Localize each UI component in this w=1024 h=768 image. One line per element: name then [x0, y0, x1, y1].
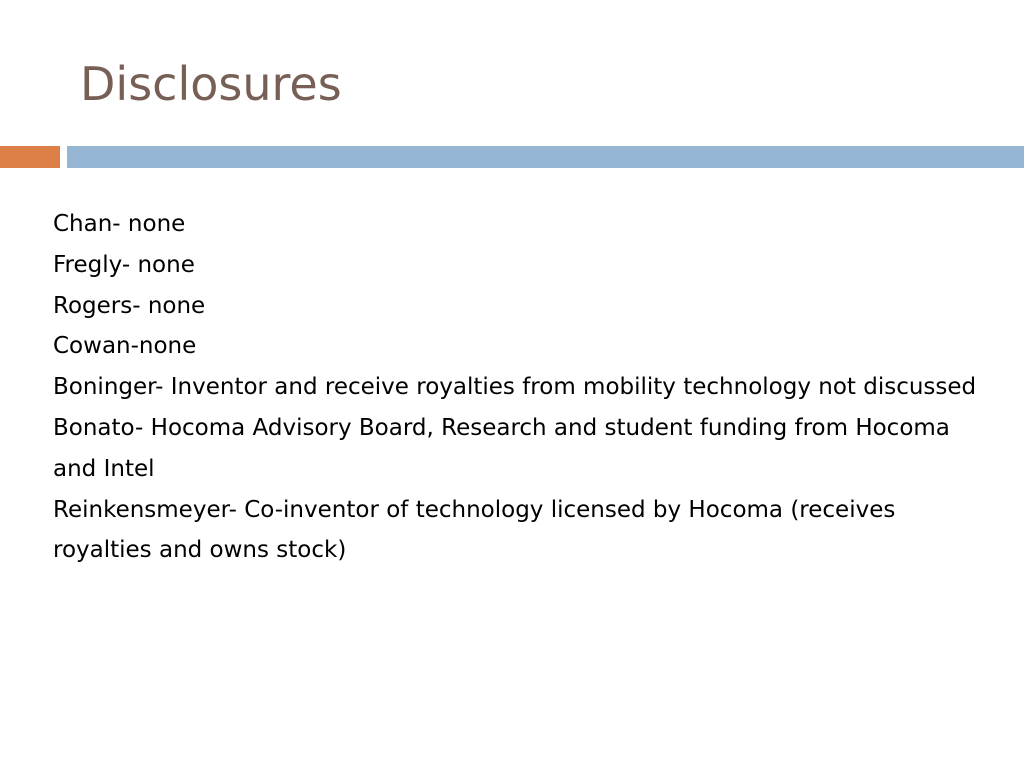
disclosure-item-rogers: Rogers- none	[53, 292, 206, 319]
disclosure-item-boninger: Boninger- Inventor and receive royalties from mobility technology not discussed	[53, 374, 977, 401]
disclosure-item-reinkensmeyer: Reinkensmeyer- Co-inventor of technology licensed by Hocoma (receives royalties and owns stock)	[53, 496, 896, 564]
slide-title: Disclosures	[80, 57, 342, 111]
title-accent-bar	[0, 146, 60, 168]
disclosure-item-chan: Chan- none	[53, 211, 186, 237]
disclosure-item-bonato: Bonato- Hocoma Advisory Board, Research and student funding from Hocoma and Intel	[53, 414, 950, 482]
disclosure-item-fregly: Fregly- none	[53, 251, 195, 278]
disclosure-list	[53, 204, 993, 571]
title-divider-bar	[67, 146, 1024, 168]
disclosure-item-cowan: Cowan-none	[53, 333, 197, 360]
